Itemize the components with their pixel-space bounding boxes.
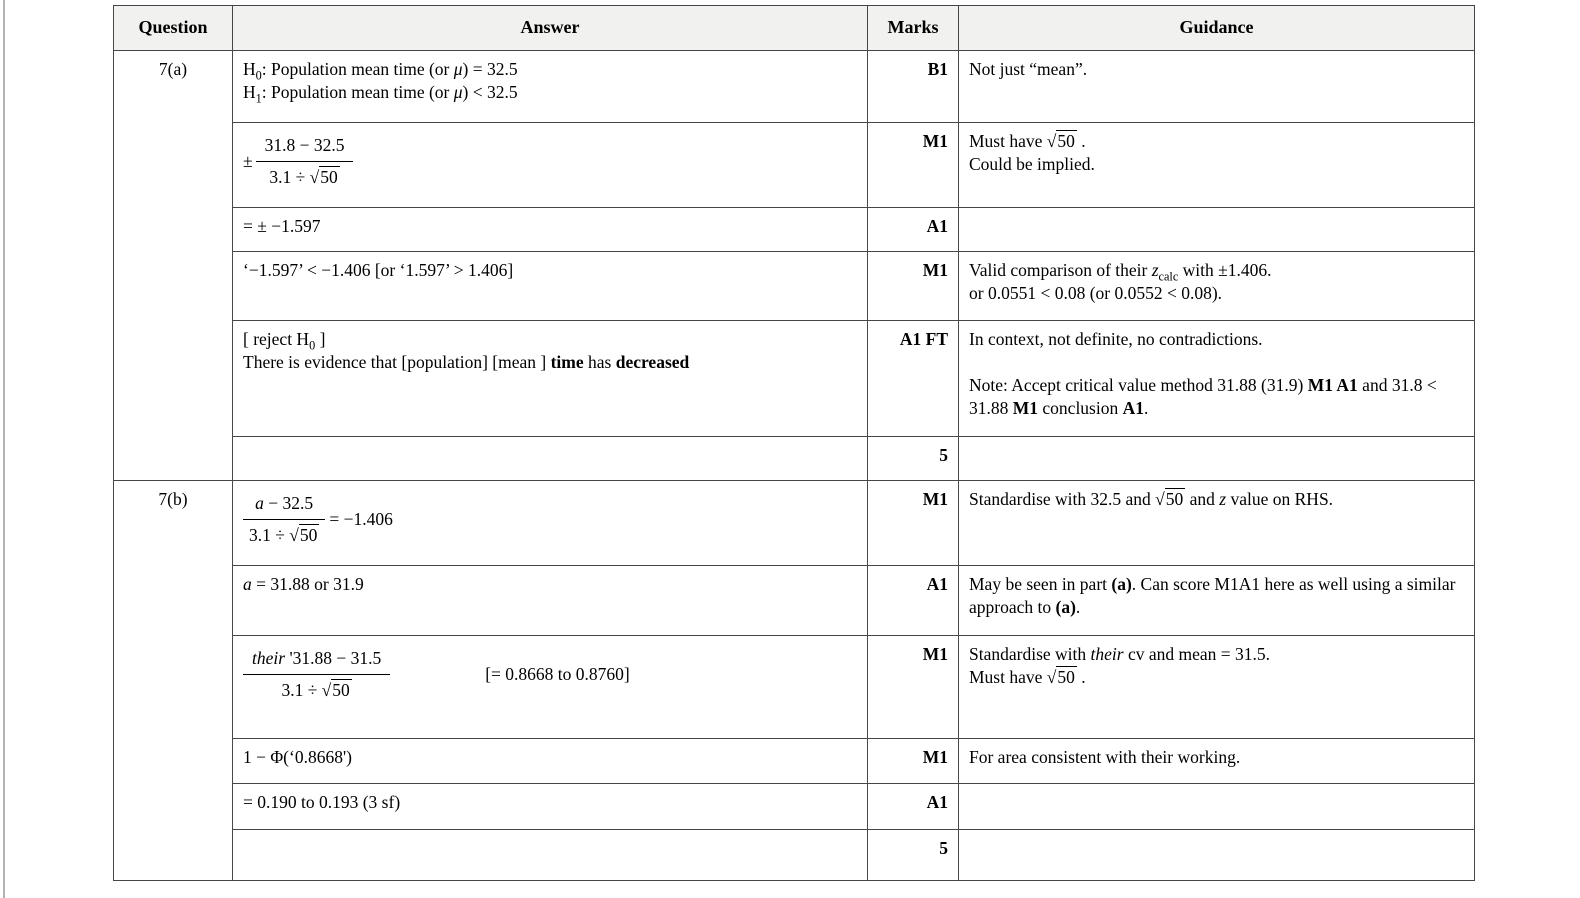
guidance-text: with ±1.406. <box>1178 259 1272 280</box>
guidance-text: May be seen in part <box>969 573 1112 594</box>
bold-m1: M1 <box>1012 397 1039 418</box>
answer-test-statistic-cell <box>233 122 868 207</box>
a-value-text: = 31.88 or 31.9 <box>251 573 364 594</box>
sqrt-50 <box>310 166 340 187</box>
fraction-numerator <box>243 647 390 675</box>
guidance-text: . Can score M1A1 here as well using a similar approach to <box>969 573 1456 617</box>
radicand-50: 50 <box>1057 666 1075 687</box>
table-header-row <box>114 6 1475 51</box>
numerator-text: 31.88 − 31.5 <box>292 647 382 668</box>
marks-a1ft: A1 FT <box>868 320 959 436</box>
col-header-question: Question <box>114 6 233 51</box>
prime-mark: ' <box>285 647 293 668</box>
guidance-their-cv-cell <box>959 635 1475 738</box>
guidance-empty-cell <box>959 207 1475 251</box>
reject-text-end: ] <box>315 328 326 349</box>
guidance-note-paragraph <box>969 374 1464 420</box>
row-7b-equation <box>114 480 1475 565</box>
h1-subscript: 1 <box>255 91 262 106</box>
bold-part-a: (a) <box>1111 573 1132 594</box>
fraction-denominator <box>243 675 390 702</box>
empty-answer-cell <box>233 829 868 880</box>
plus-minus-sign: ± <box>243 150 253 171</box>
guidance-b1-text: Not just “mean”. <box>969 58 1088 79</box>
fraction-test-statistic <box>256 134 354 189</box>
fraction-numerator <box>243 492 325 520</box>
question-label-7a: 7(a) <box>114 50 233 480</box>
answer-a-value-cell <box>233 565 868 635</box>
marks-m1: M1 <box>868 635 959 738</box>
evidence-line <box>243 351 857 374</box>
answer-equation-cell <box>233 480 868 565</box>
h1-text: : Population mean time (or <box>261 81 454 102</box>
note-text: and 31.8 < 31.88 <box>969 374 1437 418</box>
bold-time: time <box>550 351 584 372</box>
denominator-text: 3.1 ÷ <box>281 679 322 700</box>
row-7b-their-fraction <box>114 635 1475 738</box>
row-7a-z-value <box>114 207 1475 251</box>
guidance-text: Valid comparison of their <box>969 259 1152 280</box>
col-header-marks: Marks <box>868 6 959 51</box>
numerator-text: − 32.5 <box>263 492 314 513</box>
radicand-50: 50 <box>1165 488 1184 509</box>
sqrt-50 <box>1155 488 1185 509</box>
total-marks-7a: 5 <box>868 436 959 480</box>
guidance-line-1 <box>969 643 1464 666</box>
row-7b-phi <box>114 738 1475 783</box>
row-7a-total <box>114 436 1475 480</box>
sqrt-50 <box>322 679 352 700</box>
guidance-text: Standardise with <box>969 643 1091 664</box>
h1-line <box>243 81 857 104</box>
guidance-comparison-cell <box>959 251 1475 320</box>
total-marks-7b: 5 <box>868 829 959 880</box>
guidance-line-2: Could be implied. <box>969 153 1095 174</box>
answer-hypotheses-cell <box>233 50 868 122</box>
guidance-empty-cell <box>959 436 1475 480</box>
marks-m1: M1 <box>868 122 959 207</box>
row-7a-test-statistic <box>114 122 1475 207</box>
guidance-text: cv and mean = 31.5. <box>1123 643 1271 664</box>
bracket-range: [= 0.8668 to 0.8760] <box>485 663 630 684</box>
guidance-text: Must have <box>969 130 1047 151</box>
h1-value: ) < 32.5 <box>462 81 518 102</box>
guidance-text: Must have <box>969 666 1047 687</box>
marks-a1: A1 <box>868 207 959 251</box>
row-7b-total <box>114 829 1475 880</box>
italic-their: their <box>252 647 286 668</box>
guidance-m1-cell <box>959 122 1475 207</box>
denominator-text: 3.1 ÷ <box>269 166 310 187</box>
mu-symbol: μ <box>453 58 463 79</box>
guidance-paragraph-1: In context, not definite, no contradictions. <box>969 328 1263 349</box>
guidance-conclusion-cell <box>959 320 1475 436</box>
final-value-text: = 0.190 to 0.193 (3 sf) <box>243 791 401 812</box>
radical-sign: √ <box>1155 488 1165 509</box>
sqrt-50 <box>1047 130 1077 151</box>
sqrt-50 <box>1047 666 1077 687</box>
guidance-b1-cell <box>959 50 1475 122</box>
note-text: conclusion <box>1038 397 1123 418</box>
marks-m1: M1 <box>868 251 959 320</box>
fraction-their-cv <box>243 647 390 702</box>
note-text: Note: Accept critical value method 31.88 (31.9) <box>969 374 1308 395</box>
radical-sign: √ <box>1046 130 1057 151</box>
h-symbol: H <box>243 81 256 102</box>
answer-final-value-cell <box>233 783 868 829</box>
evidence-text: has <box>583 351 616 372</box>
italic-a: a <box>255 492 264 513</box>
row-7b-a-value <box>114 565 1475 635</box>
guidance-empty-cell <box>959 783 1475 829</box>
guidance-line-2 <box>969 666 1464 689</box>
answer-their-fraction-cell <box>233 635 868 738</box>
z-calc-subscript: calc <box>1158 269 1179 284</box>
empty-answer-cell <box>233 436 868 480</box>
radicand-50: 50 <box>299 524 318 545</box>
radical-sign: √ <box>309 166 320 187</box>
radical-sign: √ <box>289 524 299 545</box>
guidance-text: . <box>1076 130 1086 151</box>
col-header-answer: Answer <box>233 6 868 51</box>
note-text: . <box>1144 397 1149 418</box>
h0-value: ) = 32.5 <box>462 58 518 79</box>
answer-comparison-cell <box>233 251 868 320</box>
reject-text: [ reject H <box>243 328 310 349</box>
fraction-a-equation <box>243 492 325 547</box>
guidance-text: value on RHS. <box>1226 488 1334 509</box>
h0-subscript: 0 <box>309 338 316 353</box>
page-edge-line <box>3 0 5 898</box>
radicand-50: 50 <box>320 166 338 187</box>
guidance-part-a-cell <box>959 565 1475 635</box>
italic-a: a <box>243 573 252 594</box>
guidance-line-2: or 0.0551 < 0.08 (or 0.0552 < 0.08). <box>969 282 1223 303</box>
mark-scheme-table <box>113 5 1475 881</box>
radicand-50: 50 <box>332 679 350 700</box>
bold-m1a1: M1 A1 <box>1307 374 1358 395</box>
phi-expression: 1 − Φ(‘0.8668') <box>243 746 352 767</box>
guidance-line-1 <box>969 130 1464 153</box>
col-header-guidance: Guidance <box>959 6 1475 51</box>
evidence-text: There is evidence that [population] [mean ] <box>243 351 551 372</box>
marks-b1: B1 <box>868 50 959 122</box>
guidance-text: . <box>1076 666 1086 687</box>
fraction-numerator: 31.8 − 32.5 <box>256 134 354 162</box>
reject-h0-line <box>243 328 857 351</box>
bold-a1: A1 <box>1122 397 1144 418</box>
guidance-text: For area consistent with their working. <box>969 746 1241 767</box>
z-symbol: z <box>1219 488 1227 509</box>
italic-their: their <box>1090 643 1124 664</box>
sqrt-50 <box>289 524 319 545</box>
marks-m1: M1 <box>868 738 959 783</box>
row-7a-conclusion <box>114 320 1475 436</box>
denominator-text: 3.1 ÷ <box>249 524 290 545</box>
z-value-text: = ± −1.597 <box>243 215 321 236</box>
comparison-text: ‘−1.597’ < −1.406 [or ‘1.597’ > 1.406] <box>243 259 514 280</box>
guidance-text: Standardise with 32.5 and <box>969 488 1156 509</box>
guidance-standardise-cell <box>959 480 1475 565</box>
bold-decreased: decreased <box>615 351 690 372</box>
radical-sign: √ <box>1046 666 1057 687</box>
mu-symbol: μ <box>453 81 463 102</box>
z-symbol: z <box>1151 259 1159 280</box>
fraction-denominator <box>256 162 354 189</box>
equals-value: = −1.406 <box>329 508 393 529</box>
marks-a1: A1 <box>868 783 959 829</box>
h0-text: : Population mean time (or <box>261 58 454 79</box>
row-7a-hypotheses <box>114 50 1475 122</box>
answer-phi-cell <box>233 738 868 783</box>
question-label-7b: 7(b) <box>114 480 233 880</box>
guidance-empty-cell <box>959 829 1475 880</box>
guidance-text: and <box>1185 488 1220 509</box>
h0-subscript: 0 <box>255 68 262 83</box>
row-7a-comparison <box>114 251 1475 320</box>
marks-a1: A1 <box>868 565 959 635</box>
guidance-line-1 <box>969 259 1464 282</box>
fraction-denominator <box>243 520 325 547</box>
answer-z-value-cell <box>233 207 868 251</box>
h0-line <box>243 58 857 81</box>
h-symbol: H <box>243 58 256 79</box>
radicand-50: 50 <box>1057 130 1075 151</box>
guidance-text: . <box>1075 596 1081 617</box>
answer-conclusion-cell <box>233 320 868 436</box>
marks-m1: M1 <box>868 480 959 565</box>
row-7b-final-value <box>114 783 1475 829</box>
bold-part-a: (a) <box>1055 596 1076 617</box>
guidance-area-cell <box>959 738 1475 783</box>
radical-sign: √ <box>321 679 332 700</box>
